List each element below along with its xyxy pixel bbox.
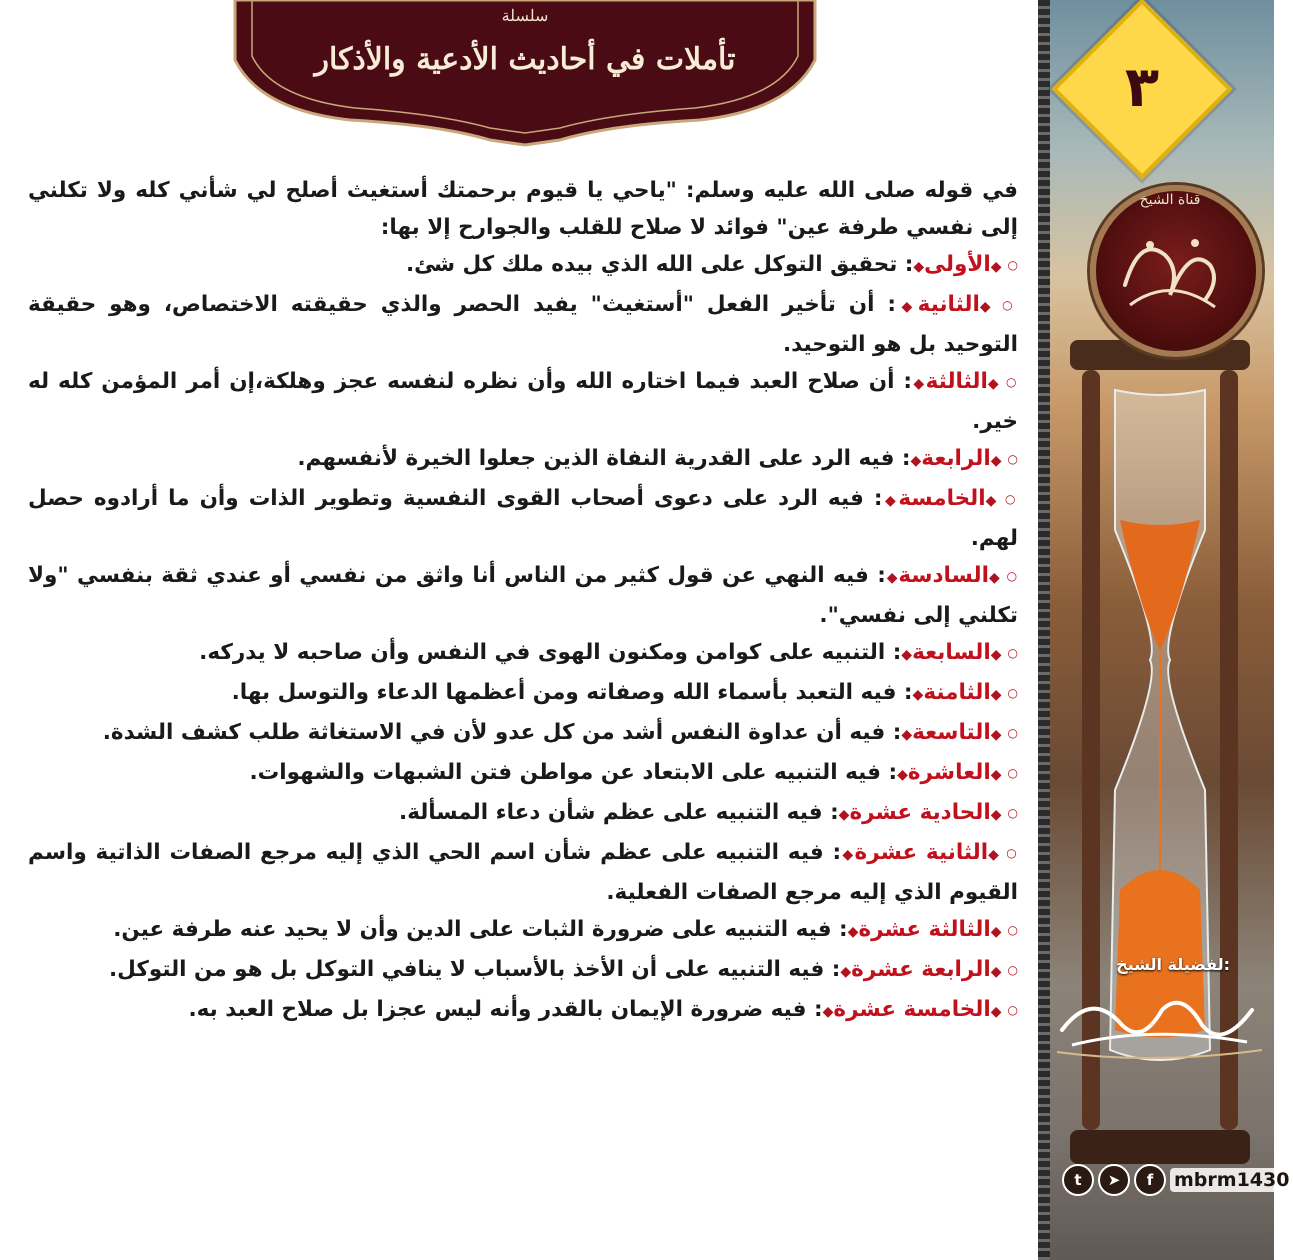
benefit-item: ○◆التاسعة◆: فيه أن عداوة النفس أشد من كل عدو لأن في الاستغاثة طلب كشف الشدة.: [102, 720, 1018, 745]
benefit-label: الخامسة عشرة: [833, 997, 991, 1022]
bullet-icon: ○: [1007, 1002, 1018, 1017]
series-label: سلسلة: [501, 6, 549, 25]
channel-calligraphy-icon: [1110, 215, 1230, 325]
bullet-icon: ○: [1006, 374, 1018, 389]
channel-handle[interactable]: mbrm1430: [1170, 1168, 1293, 1192]
benefit-label: الثانية: [917, 292, 980, 317]
side-border-pattern: [1038, 0, 1050, 1260]
bullet-icon: ○: [1007, 451, 1018, 466]
benefit-label: التاسعة: [912, 720, 991, 745]
benefit-text: أن صلاح العبد فيما اختاره الله وأن نظره لنفسه عجز وهلكة،إن أمر المؤمن كله له خير.: [28, 369, 1018, 434]
benefit-label: السابعة: [912, 640, 991, 665]
benefit-text: فيه الرد على دعوى أصحاب القوى النفسية وتطوير الذات وأن ما أرادوه حصل لهم.: [28, 486, 1018, 551]
hourglass-icon: [1060, 330, 1260, 1190]
diamond-icon: ◆: [990, 1004, 1002, 1020]
benefit-text: فيه ضرورة الإيمان بالقدر وأنه ليس عجزا بل صلاح العبد به.: [188, 997, 807, 1022]
bullet-icon: ○: [1007, 645, 1018, 660]
benefit-item: ○◆الثالثة عشرة◆: فيه التنبيه على ضرورة الثبات على الدين وأن لا يحيد عنه طرفة عين.: [113, 917, 1018, 942]
benefit-text: تحقيق التوكل على الله الذي بيده ملك كل شئ.: [405, 252, 898, 277]
diamond-icon: ◆: [985, 493, 999, 509]
bullet-icon: ○: [1007, 257, 1018, 272]
benefit-text: فيه التنبيه على أن الأخذ بالأسباب لا ينافي التوكل بل هو من التوكل.: [108, 957, 825, 982]
benefit-label: السادسة: [898, 563, 989, 588]
benefit-label: العاشرة: [907, 760, 991, 785]
diamond-icon: ◆: [979, 299, 997, 315]
benefits-list: [28, 246, 1018, 1031]
telegram-icon[interactable]: ➤: [1098, 1164, 1130, 1196]
benefit-item: ○◆الأولى◆: تحقيق التوكل على الله الذي بيده ملك كل شئ.: [405, 252, 1018, 277]
social-links: [1062, 1163, 1293, 1197]
benefit-text: فيه التنبيه على ضرورة الثبات على الدين وأن لا يحيد عنه طرفة عين.: [113, 917, 832, 942]
benefit-label: الثانية عشرة: [854, 840, 989, 865]
diamond-icon: ◆: [911, 376, 926, 392]
diamond-icon: ◆: [990, 964, 1002, 980]
diamond-icon: ◆: [912, 687, 924, 703]
benefit-item: ○◆الخامسة عشرة◆: فيه ضرورة الإيمان بالقدر وأنه ليس عجزا بل صلاح العبد به.: [188, 997, 1018, 1022]
benefit-item: ○◆الثانية◆: أن تأخير الفعل "أستغيث" يفيد الحصر والذي حقيقته الاختصاص، وهو حقيقة التوحيد بل هو التوحيد.: [28, 292, 1018, 357]
benefit-item: ○◆العاشرة◆: فيه التنبيه على الابتعاد عن مواطن فتن الشبهات والشهوات.: [249, 760, 1018, 785]
benefit-text: فيه أن عداوة النفس أشد من كل عدو لأن في الاستغاثة طلب كشف الشدة.: [102, 720, 886, 745]
bullet-icon: ○: [1007, 962, 1018, 977]
bullet-icon: ○: [1007, 922, 1018, 937]
diamond-icon: ◆: [901, 727, 913, 743]
benefit-label: الرابعة عشرة: [851, 957, 991, 982]
benefit-item: ○◆الثانية عشرة◆: فيه التنبيه على عظم شأن اسم الحي الذي إليه مرجع الصفات الذاتية واسم القيوم الذي إليه مرجع الصفات الفعلية.: [28, 840, 1018, 905]
diamond-icon: ◆: [838, 807, 850, 823]
bullet-icon: ○: [1006, 568, 1018, 583]
bullet-icon: ○: [1007, 725, 1018, 740]
bullet-icon: ○: [1007, 765, 1018, 780]
benefit-text: التنبيه على كوامن ومكنون الهوى في النفس وأن صاحبه لا يدركه.: [199, 640, 886, 665]
benefit-label: الثالثة عشرة: [858, 917, 991, 942]
diamond-icon: ◆: [822, 1004, 834, 1020]
diamond-icon: ◆: [990, 687, 1002, 703]
bullet-icon: ○: [1006, 845, 1018, 860]
benefit-item: ○◆الثالثة◆: أن صلاح العبد فيما اختاره الله وأن نظره لنفسه عجز وهلكة،إن أمر المؤمن كله له خير.: [28, 369, 1018, 434]
benefit-label: الثامنة: [923, 680, 991, 705]
benefit-item: ○◆الخامسة◆: فيه الرد على دعوى أصحاب القوى النفسية وتطوير الذات وأن ما أرادوه حصل لهم.: [28, 486, 1018, 551]
series-title: تأملات في أحاديث الأدعية والأذكار: [314, 42, 736, 77]
diamond-icon: ◆: [990, 807, 1002, 823]
presenter-signature-icon: [1052, 980, 1267, 1060]
diamond-icon: ◆: [990, 259, 1002, 275]
benefit-label: الرابعة: [921, 446, 991, 471]
diamond-icon: ◆: [987, 376, 1001, 392]
twitter-icon[interactable]: t: [1062, 1164, 1094, 1196]
diamond-icon: ◆: [990, 727, 1002, 743]
benefit-label: الحادية عشرة: [849, 800, 991, 825]
benefit-label: الثالثة: [925, 369, 988, 394]
benefit-label: الأولى: [924, 252, 991, 277]
benefit-text: فيه النهي عن قول كثير من الناس أنا واثق من نفسي أو عندي ثقة بنفسي "ولا تكلني إلى نفسي".: [28, 563, 1018, 628]
diamond-icon: ◆: [990, 924, 1002, 940]
benefit-item: ○◆الرابعة عشرة◆: فيه التنبيه على أن الأخذ بالأسباب لا ينافي التوكل بل هو من التوكل.: [108, 957, 1018, 982]
diamond-icon: ◆: [841, 847, 855, 863]
diamond-icon: ◆: [913, 259, 925, 275]
benefit-item: ○◆الرابعة◆: فيه الرد على القدرية النفاة الذين جعلوا الخيرة لأنفسهم.: [297, 446, 1018, 471]
diamond-icon: ◆: [990, 767, 1002, 783]
episode-number: ٣: [1124, 55, 1160, 120]
main-content: [28, 172, 1018, 1031]
diamond-icon: ◆: [885, 570, 899, 586]
diamond-icon: ◆: [896, 299, 918, 315]
facebook-icon[interactable]: f: [1134, 1164, 1166, 1196]
diamond-icon: ◆: [990, 453, 1002, 469]
diamond-icon: ◆: [990, 647, 1002, 663]
bullet-icon: ○: [1007, 685, 1018, 700]
benefit-text: فيه التنبيه على عظم شأن اسم الحي الذي إليه مرجع الصفات الذاتية واسم القيوم الذي إليه مرجع الصفات الفعلية.: [28, 840, 1018, 905]
bullet-icon: ○: [1007, 805, 1018, 820]
benefit-text: فيه التنبيه على عظم شأن دعاء المسألة.: [399, 800, 823, 825]
benefit-label: الخامسة: [898, 486, 986, 511]
bullet-icon: ○: [1004, 491, 1018, 506]
bullet-icon: ○: [1002, 297, 1018, 312]
diamond-icon: ◆: [910, 453, 922, 469]
diamond-icon: ◆: [847, 924, 859, 940]
diamond-icon: ◆: [988, 570, 1001, 586]
benefit-item: ○◆الثامنة◆: فيه التعبد بأسماء الله وصفاته ومن أعظمها الدعاء والتوسل بها.: [231, 680, 1018, 705]
benefit-text: فيه التعبد بأسماء الله وصفاته ومن أعظمها الدعاء والتوسل بها.: [231, 680, 897, 705]
benefit-text: أن تأخير الفعل "أستغيث" يفيد الحصر والذي حقيقته الاختصاص، وهو حقيقة التوحيد بل هو التوحيد.: [28, 292, 1018, 357]
benefit-text: فيه الرد على القدرية النفاة الذين جعلوا الخيرة لأنفسهم.: [297, 446, 895, 471]
diamond-icon: ◆: [901, 647, 913, 663]
benefit-item: ○◆السابعة◆: التنبيه على كوامن ومكنون الهوى في النفس وأن صاحبه لا يدركه.: [199, 640, 1018, 665]
diamond-icon: ◆: [882, 493, 899, 509]
presenter-label: لفضيلة الشيخ:: [1116, 955, 1230, 974]
benefit-text: فيه التنبيه على الابتعاد عن مواطن فتن الشبهات والشهوات.: [249, 760, 881, 785]
intro-paragraph: في قوله صلى الله عليه وسلم: "ياحي يا قيوم برحمتك أستغيث أصلح لي شأني كله ولا تكلني إلى نفسي طرفة عين" فوائد لا صلاح للقلب والجوارح إلا بها:: [28, 178, 1018, 240]
channel-label: قناة الشيخ: [1139, 192, 1201, 208]
diamond-icon: ◆: [897, 767, 908, 783]
diamond-icon: ◆: [840, 964, 852, 980]
diamond-icon: ◆: [988, 847, 1001, 863]
benefit-item: ○◆السادسة◆: فيه النهي عن قول كثير من الناس أنا واثق من نفسي أو عندي ثقة بنفسي "ولا تكلني إلى نفسي".: [28, 563, 1018, 628]
benefit-item: ○◆الحادية عشرة◆: فيه التنبيه على عظم شأن دعاء المسألة.: [399, 800, 1018, 825]
